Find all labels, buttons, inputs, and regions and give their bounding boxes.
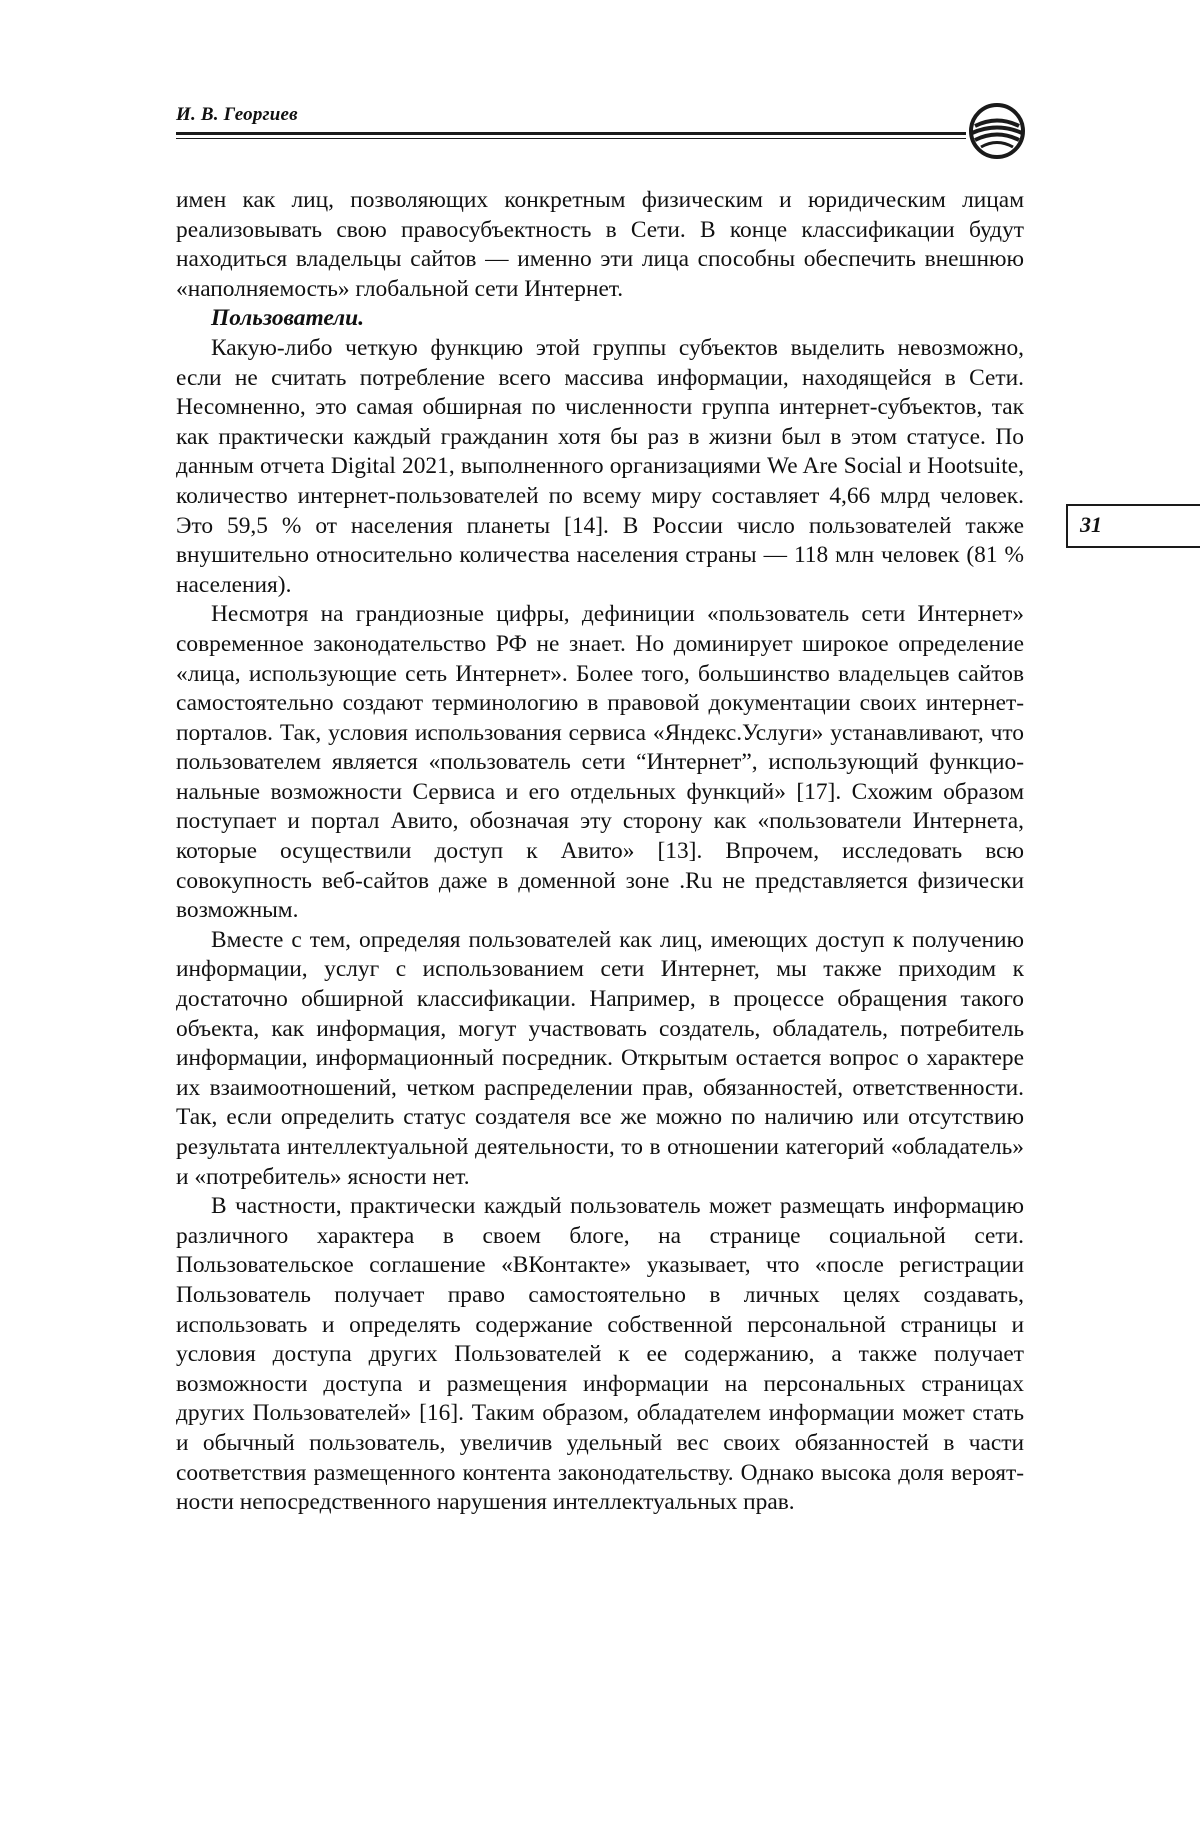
- header-rule-thin: [176, 138, 966, 139]
- paragraph-users-function: Какую-либо четкую функцию этой группы субъектов выделить невозможно, если не считать потребление всего массива информации, находящейся в Сети. Несомненно, это самая обширная по численности группа интернет-субъектов, так как практически каждый гражданин хотя бы раз в жизни был в этом статусе. По данным отчета Digital 2021, выполненного организациями We Are Social и Hootsuite, количество интернет-пользователей по всему миру составляет 4,66 млрд человек. Это 59,5 % от населения планеты [14]. В России число пользователей также внушительно относительно количества населения страны — 118 млн человек (81 % населения).: [176, 334, 1024, 598]
- header-rule-thick: [176, 132, 966, 135]
- paragraph-users-definition: Несмотря на грандиозные цифры, дефиниции «пользователь сети Интернет» современное законодательство РФ не знает. Но доминирует широкое определение «лица, использующие сеть Интернет». Более того, большинство владельцев сайтов самостоятельно создают терминологию в правовой документации своих интернет-порталов. Так, условия использования сервиса «Яндекс.Услуги» устанавливают, что пользователем является «пользователь сети “Интернет”, использующий функциональные возможности Сервиса и его отдельных функций» [17]. Схожим образом поступает и портал Авито, обозначая эту сторону как «пользователи Интернета, которые осуществили доступ к Авито» [13]. Впрочем, исследовать всю совокупность веб-сайтов даже в доменной зоне .Ru не представляется физически возможным.: [176, 601, 1024, 924]
- paragraph-users-content-owner: В частности, практически каждый пользователь может размещать информацию различного характера в своем блоге, на странице социальной сети. Пользовательское соглашение «ВКонтакте» указывает, что «после регистрации Пользователь получает право самостоятельно в личных целях создавать, использовать и определять содержание собственной персональной страницы и условия доступа других Пользователей к ее содержанию, а также получает возможности доступа и размещения информации на персональных страницах других Пользователей» [16]. Таким образом, обладателем информации может стать и обычный пользователь, увеличив удельный вес своих обязанностей в части соответствия размещенного контента законодательству. Однако высока доля вероятности непосредственного нарушения интеллектуальных прав.: [176, 1193, 1024, 1516]
- section-subheading: Пользователи.: [211, 305, 365, 332]
- running-head-author: И. В. Георгиев: [176, 104, 298, 125]
- paragraph-continuation: имен как лиц, позволяющих конкретным физическим и юридическим лицам реализовывать свою правосубъектность в Сети. В конце классификации будут находиться владельцы сайтов — именно эти лица способны обеспечить внешнюю «наполняемость» глобальной сети Интернет.: [176, 187, 1024, 302]
- paragraph-users-classification: Вместе с тем, определяя пользователей как лиц, имеющих доступ к получению информации, услуг с использованием сети Интернет, мы также приходим к достаточно обширной классификации. Например, в процессе обращения такого объекта, как информация, могут участвовать создатель, обладатель, потребитель информации, информационный посредник. Открытым остается вопрос о характере их взаимоотношений, четком распределении прав, обязанностей, ответственности. Так, если определить статус создателя все же можно по наличию или отсутствию результата интеллектуальной деятельности, то в отношении категорий «обладатель» и «потребитель» ясности нет.: [176, 926, 1024, 1190]
- body-text: [176, 186, 1024, 1518]
- page-number: 31: [1080, 512, 1102, 537]
- publisher-logo-icon: [966, 100, 1028, 162]
